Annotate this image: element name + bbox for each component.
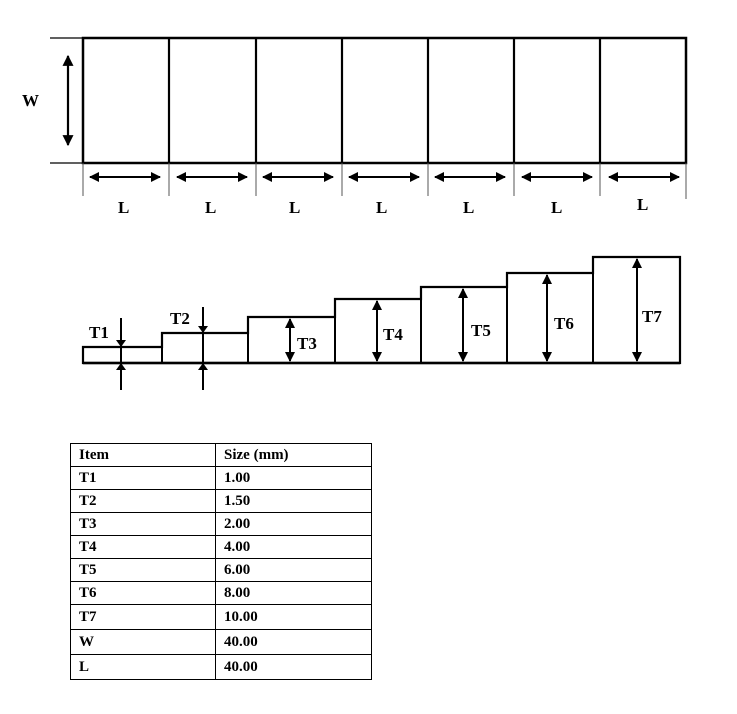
length-label: L <box>551 198 563 217</box>
cell-size: 40.00 <box>216 655 372 680</box>
length-label: L <box>376 198 388 217</box>
header-item: Item <box>71 444 216 467</box>
dimension-table <box>70 443 372 680</box>
table-row <box>71 536 372 559</box>
length-label: L <box>205 198 217 217</box>
cell-size: 1.50 <box>216 490 372 513</box>
table-row <box>71 559 372 582</box>
table-row <box>71 605 372 630</box>
length-label: L <box>118 198 130 217</box>
thickness-arrows <box>290 259 637 361</box>
table-row <box>71 490 372 513</box>
cell-item: T5 <box>71 559 216 582</box>
cell-item: T1 <box>71 467 216 490</box>
top-strip <box>22 38 686 217</box>
table-row <box>71 655 372 680</box>
step-diagram <box>83 257 680 390</box>
table-header-row <box>71 444 372 467</box>
table-row <box>71 467 372 490</box>
cell-item: T3 <box>71 513 216 536</box>
length-label: L <box>289 198 301 217</box>
cell-size: 10.00 <box>216 605 372 630</box>
cell-size: 40.00 <box>216 630 372 655</box>
cell-size: 8.00 <box>216 582 372 605</box>
cell-item: T2 <box>71 490 216 513</box>
cell-size: 4.00 <box>216 536 372 559</box>
cell-size: 6.00 <box>216 559 372 582</box>
length-label: L <box>463 198 475 217</box>
cell-item: L <box>71 655 216 680</box>
cell-size: 2.00 <box>216 513 372 536</box>
width-label: W <box>22 91 39 110</box>
table-row <box>71 582 372 605</box>
thickness-label-t6: T6 <box>554 314 574 333</box>
cell-item: T6 <box>71 582 216 605</box>
thickness-label-t4: T4 <box>383 325 403 344</box>
cell-item: T4 <box>71 536 216 559</box>
thickness-label-t1: T1 <box>89 323 109 342</box>
thickness-label-t7: T7 <box>642 307 662 326</box>
thickness-label-t5: T5 <box>471 321 491 340</box>
length-label: L <box>637 195 649 214</box>
thickness-label-t2: T2 <box>170 309 190 328</box>
header-size: Size (mm) <box>216 444 372 467</box>
table-row <box>71 630 372 655</box>
table-row <box>71 513 372 536</box>
strip-outline <box>83 38 686 163</box>
cell-item: W <box>71 630 216 655</box>
cell-size: 1.00 <box>216 467 372 490</box>
thickness-label-t3: T3 <box>297 334 317 353</box>
cell-item: T7 <box>71 605 216 630</box>
